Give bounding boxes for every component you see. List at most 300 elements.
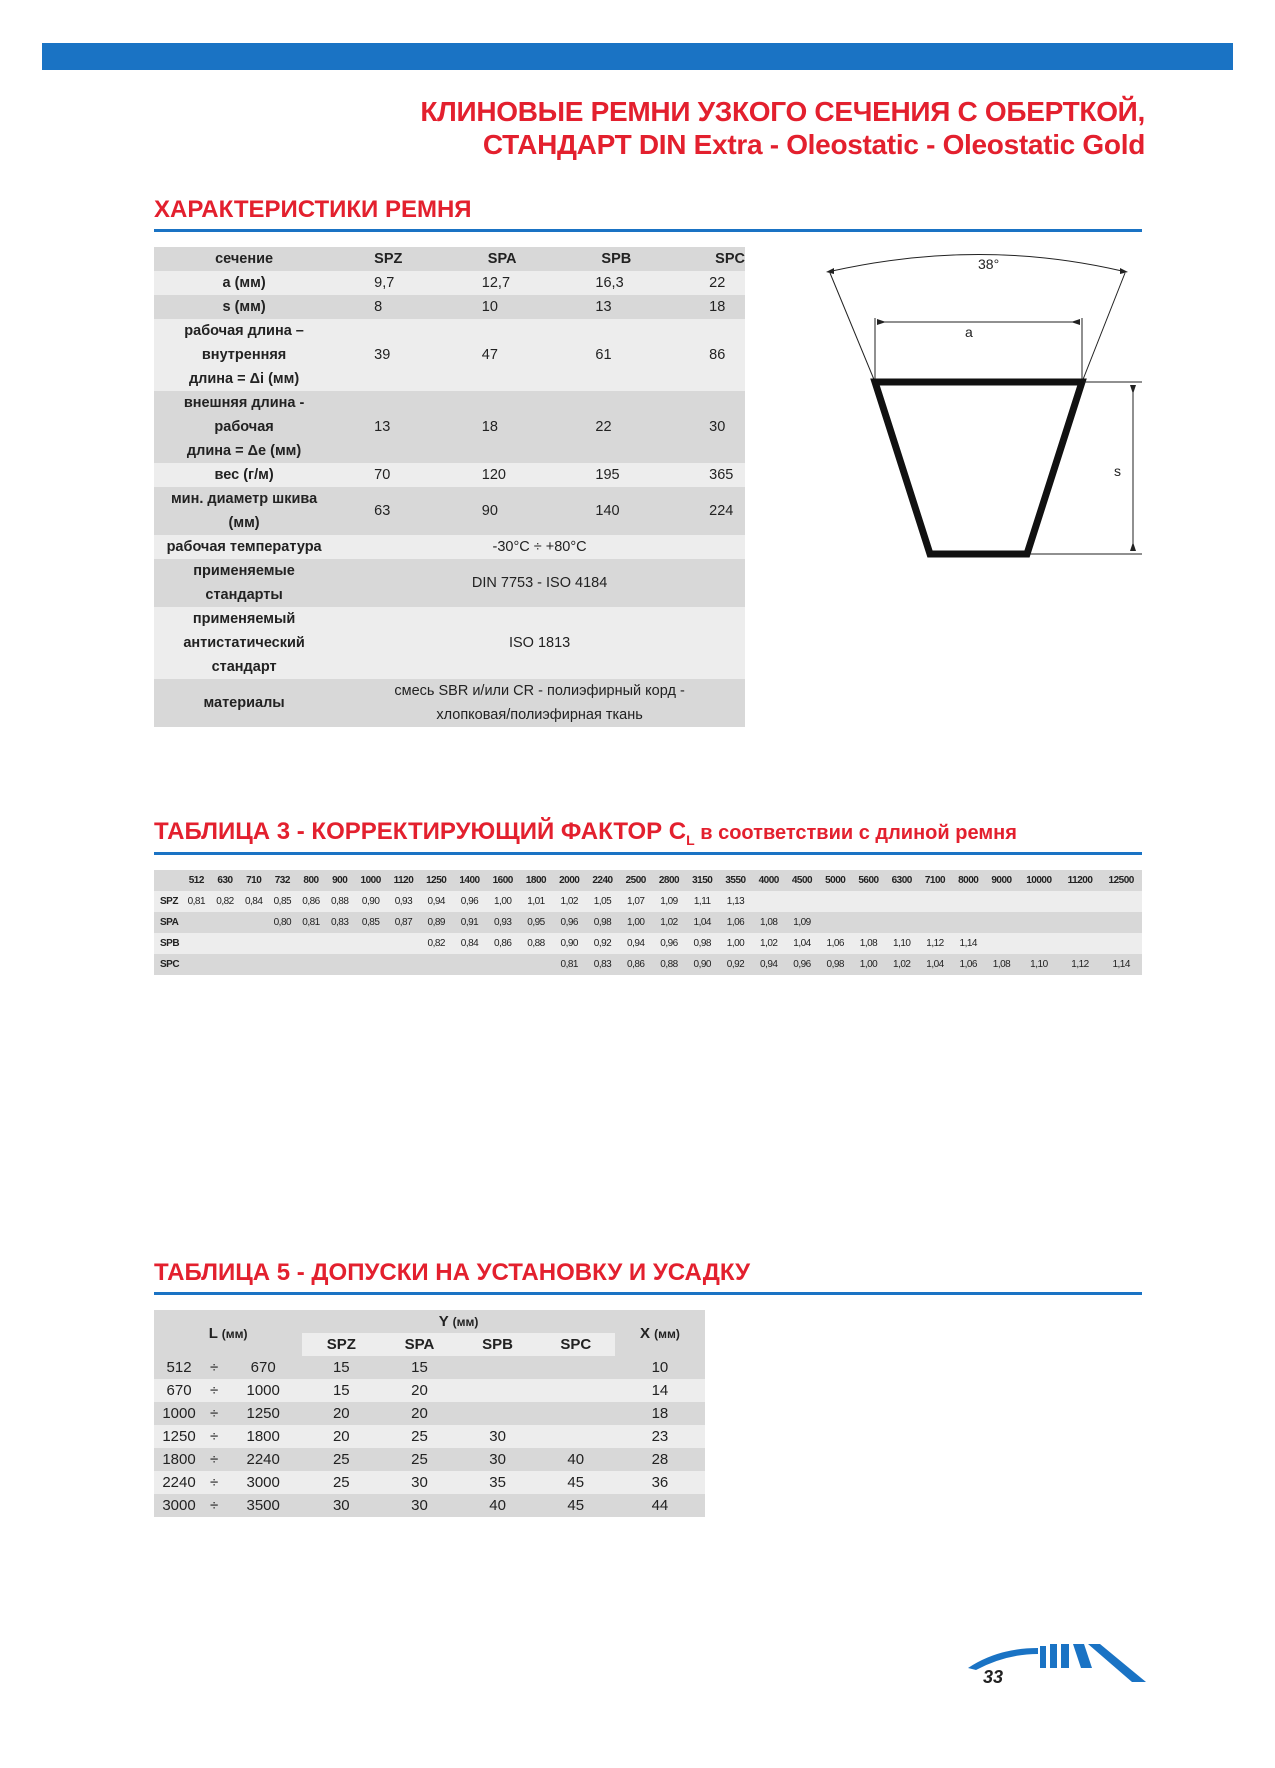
table-row xyxy=(154,295,745,319)
table-cell: 16,3 xyxy=(583,271,697,295)
dim-a-arrow-right xyxy=(1071,319,1080,325)
table-cell xyxy=(985,933,1018,954)
table-cell: s (мм) xyxy=(154,295,334,319)
row-label: SPC xyxy=(154,954,182,975)
label-line: длина = Δe (мм) xyxy=(186,443,302,459)
table-cell xyxy=(297,933,326,954)
table-cell: 30 xyxy=(459,1448,537,1471)
table-cell: 15 xyxy=(302,1356,380,1379)
table-cell: SPB xyxy=(583,247,697,271)
table-cell: ÷ xyxy=(204,1379,224,1402)
table-cell: 140 xyxy=(583,487,697,535)
table-header-row xyxy=(154,1310,705,1333)
table-cell: 0,87 xyxy=(387,912,419,933)
table-cell: 0,84 xyxy=(239,891,268,912)
page-title xyxy=(420,95,1145,161)
table-cell: 1000 xyxy=(224,1379,302,1402)
table-cell: 20 xyxy=(380,1379,458,1402)
table-row xyxy=(154,271,745,295)
angle-arc xyxy=(832,255,1122,272)
table-row xyxy=(154,912,1142,933)
table-cell: 0,85 xyxy=(268,891,297,912)
table-cell xyxy=(459,1356,537,1379)
table-cell: 0,94 xyxy=(420,891,453,912)
table-cell: 1,09 xyxy=(785,912,818,933)
table-cell: 1,01 xyxy=(519,891,552,912)
table-cell: 20 xyxy=(302,1425,380,1448)
table-cell xyxy=(334,679,745,727)
table5-rule xyxy=(154,1292,1142,1295)
materials-line: хлопковая/полиэфирная ткань xyxy=(436,707,643,723)
table-cell xyxy=(182,933,211,954)
table-cell: 2240 xyxy=(154,1471,204,1494)
table-cell: 13 xyxy=(334,391,470,463)
table-row xyxy=(154,891,1142,912)
table-cell: 0,94 xyxy=(619,933,652,954)
table-cell: 1,11 xyxy=(686,891,719,912)
table-cell: 1,13 xyxy=(719,891,752,912)
table-cell: 1,04 xyxy=(686,912,719,933)
table-cell xyxy=(1100,891,1142,912)
table-row xyxy=(154,1425,705,1448)
table-row xyxy=(154,1356,705,1379)
label-line: применяемые xyxy=(193,563,295,579)
table-cell: 1250 xyxy=(154,1425,204,1448)
length-header-cell: 6300 xyxy=(885,870,918,891)
label-line: внутренняя xyxy=(201,347,287,363)
table-cell: 0,86 xyxy=(297,891,326,912)
label-line: применяемый xyxy=(192,611,296,627)
length-header-cell: 1250 xyxy=(420,870,453,891)
header-X-label: X xyxy=(639,1324,650,1342)
table3-heading-main: ТАБЛИЦА 3 - КОРРЕКТИРУЮЩИЙ ФАКТОР C xyxy=(154,818,687,845)
table-cell: 1,00 xyxy=(619,912,652,933)
table-cell: 1,08 xyxy=(985,954,1018,975)
table-cell xyxy=(1018,891,1060,912)
label-line: стандарт xyxy=(211,659,277,675)
table-cell: 22 xyxy=(583,391,697,463)
table-cell xyxy=(154,559,334,607)
top-color-bar xyxy=(42,43,1233,70)
table-cell: 0,83 xyxy=(325,912,354,933)
table-cell: 0,85 xyxy=(354,912,387,933)
extension-line-right xyxy=(1082,273,1125,382)
table-cell: ÷ xyxy=(204,1448,224,1471)
table-cell: 15 xyxy=(380,1356,458,1379)
table-cell: 1,00 xyxy=(486,891,519,912)
length-header-cell: 732 xyxy=(268,870,297,891)
table-cell: 0,98 xyxy=(819,954,852,975)
table-cell: рабочая температура xyxy=(154,535,334,559)
angle-label: 38° xyxy=(978,256,1000,272)
table-row xyxy=(154,1448,705,1471)
row-label: SPZ xyxy=(154,891,182,912)
table-cell: 30 xyxy=(380,1494,458,1517)
table-cell xyxy=(918,912,951,933)
length-header-cell: 1000 xyxy=(354,870,387,891)
header-L-label: L xyxy=(208,1324,218,1342)
table-cell: 1,02 xyxy=(752,933,785,954)
table-cell xyxy=(519,954,552,975)
table-cell xyxy=(985,912,1018,933)
table-cell: 10 xyxy=(470,295,584,319)
table-cell: 1,02 xyxy=(553,891,586,912)
table-cell xyxy=(239,933,268,954)
table-cell: 36 xyxy=(615,1471,705,1494)
label-line: мин. диаметр шкива xyxy=(170,491,318,507)
table-cell xyxy=(354,933,387,954)
table-cell xyxy=(1060,891,1101,912)
correction-factor-table xyxy=(154,870,1142,975)
table-cell xyxy=(885,891,918,912)
header-SPZ: SPZ xyxy=(302,1333,380,1356)
table-cell: 0,90 xyxy=(553,933,586,954)
table-cell: 1,14 xyxy=(1100,954,1142,975)
header-X xyxy=(615,1310,705,1356)
table-cell xyxy=(354,954,387,975)
table-cell: 28 xyxy=(615,1448,705,1471)
table3-heading xyxy=(154,818,1017,848)
table-corner-cell xyxy=(154,870,182,891)
table-cell: 30 xyxy=(697,391,745,463)
label-line: (мм) xyxy=(228,515,260,531)
table-header-row xyxy=(154,870,1142,891)
table-cell xyxy=(182,954,211,975)
table-cell: 0,98 xyxy=(586,912,619,933)
table-cell: 0,80 xyxy=(268,912,297,933)
table-cell: 0,86 xyxy=(486,933,519,954)
table-cell: 1250 xyxy=(224,1402,302,1425)
length-header-cell: 2800 xyxy=(652,870,685,891)
header-L-unit: (мм) xyxy=(221,1326,248,1341)
table-row xyxy=(154,1471,705,1494)
length-header-cell: 900 xyxy=(325,870,354,891)
table-cell: 1,00 xyxy=(719,933,752,954)
table-cell: 0,82 xyxy=(420,933,453,954)
table-cell: 8 xyxy=(334,295,470,319)
table-cell: 3000 xyxy=(224,1471,302,1494)
table-cell: 63 xyxy=(334,487,470,535)
table-cell: 61 xyxy=(583,319,697,391)
length-header-cell: 8000 xyxy=(952,870,985,891)
materials-line: смесь SBR и/или CR - полиэфирный корд - xyxy=(394,683,685,699)
table-cell: 1,06 xyxy=(719,912,752,933)
table-cell: ÷ xyxy=(204,1494,224,1517)
table-row xyxy=(154,954,1142,975)
table-cell: 1,06 xyxy=(952,954,985,975)
table-cell: 18 xyxy=(697,295,745,319)
table-row xyxy=(154,1494,705,1517)
table-row xyxy=(154,319,745,391)
table-cell: 365 xyxy=(697,463,745,487)
table-cell xyxy=(459,1402,537,1425)
table-cell: 195 xyxy=(583,463,697,487)
label-line: рабочая длина – xyxy=(184,323,304,339)
table-cell: 15 xyxy=(302,1379,380,1402)
table-cell: 0,88 xyxy=(652,954,685,975)
table-cell: ISO 1813 xyxy=(334,607,745,679)
table-cell: 35 xyxy=(459,1471,537,1494)
belt-profile xyxy=(875,382,1082,554)
table-cell: 0,96 xyxy=(553,912,586,933)
table-cell: 1800 xyxy=(154,1448,204,1471)
table-cell xyxy=(486,954,519,975)
table-cell: 0,93 xyxy=(486,912,519,933)
table-cell: 0,93 xyxy=(387,891,419,912)
table-cell xyxy=(211,954,240,975)
table-cell: 0,90 xyxy=(354,891,387,912)
table-cell xyxy=(752,891,785,912)
table-cell xyxy=(537,1379,615,1402)
table-cell: материалы xyxy=(154,679,334,727)
length-header-cell: 630 xyxy=(211,870,240,891)
table-cell: 13 xyxy=(583,295,697,319)
length-header-cell: 5600 xyxy=(852,870,885,891)
table-cell xyxy=(387,933,419,954)
table-cell xyxy=(537,1425,615,1448)
table-cell: 25 xyxy=(302,1471,380,1494)
dim-s-arrow-bottom xyxy=(1130,542,1136,551)
table-cell: 2240 xyxy=(224,1448,302,1471)
length-header-cell: 800 xyxy=(297,870,326,891)
table-cell xyxy=(182,912,211,933)
header-X-unit: (мм) xyxy=(654,1326,680,1341)
table-cell: ÷ xyxy=(204,1402,224,1425)
page-number: 33 xyxy=(983,1667,1004,1687)
extension-line-left xyxy=(830,273,875,382)
table-cell xyxy=(819,912,852,933)
table-cell: 45 xyxy=(537,1471,615,1494)
dim-a-arrow-left xyxy=(877,319,886,325)
table-cell: 1,02 xyxy=(885,954,918,975)
table-cell xyxy=(852,912,885,933)
table-cell: 70 xyxy=(334,463,470,487)
table-cell: 3000 xyxy=(154,1494,204,1517)
header-SPB: SPB xyxy=(459,1333,537,1356)
table-cell: ÷ xyxy=(204,1425,224,1448)
dim-s-label: s xyxy=(1114,463,1121,479)
table-cell: 45 xyxy=(537,1494,615,1517)
table-cell: 0,88 xyxy=(325,891,354,912)
table-cell xyxy=(952,891,985,912)
table-cell: 1000 xyxy=(154,1402,204,1425)
table-cell: 47 xyxy=(470,319,584,391)
table-cell: 90 xyxy=(470,487,584,535)
table-cell: SPZ xyxy=(334,247,470,271)
length-header-cell: 11200 xyxy=(1060,870,1101,891)
table-cell: DIN 7753 - ISO 4184 xyxy=(334,559,745,607)
table-cell: 0,83 xyxy=(586,954,619,975)
length-header-cell: 2000 xyxy=(553,870,586,891)
table-cell: 44 xyxy=(615,1494,705,1517)
table-cell: 0,84 xyxy=(453,933,486,954)
table-cell xyxy=(420,954,453,975)
table-cell: 1,04 xyxy=(785,933,818,954)
table-cell xyxy=(154,607,334,679)
arc-arrow-right xyxy=(1120,268,1128,274)
table-cell: 40 xyxy=(537,1448,615,1471)
table-cell: 1,08 xyxy=(752,912,785,933)
table-cell: 1,00 xyxy=(852,954,885,975)
belt-cross-section-diagram xyxy=(820,248,1160,568)
table-cell: 30 xyxy=(380,1471,458,1494)
table-cell xyxy=(325,954,354,975)
table-cell: 670 xyxy=(154,1379,204,1402)
label-line: длина = Δi (мм) xyxy=(188,371,300,387)
header-Y-label: Y xyxy=(438,1313,449,1330)
table-cell xyxy=(154,391,334,463)
label-line: рабочая xyxy=(214,419,274,435)
table-cell: 18 xyxy=(615,1402,705,1425)
table-row xyxy=(154,463,745,487)
length-header-cell: 512 xyxy=(182,870,211,891)
table-cell: 9,7 xyxy=(334,271,470,295)
table-row xyxy=(154,679,745,727)
table-cell: 120 xyxy=(470,463,584,487)
table-cell: 0,88 xyxy=(519,933,552,954)
table-cell: вес (г/м) xyxy=(154,463,334,487)
table-cell: 0,81 xyxy=(297,912,326,933)
header-SPA: SPA xyxy=(380,1333,458,1356)
table-cell xyxy=(387,954,419,975)
table-cell: 1,02 xyxy=(652,912,685,933)
table-row xyxy=(154,391,745,463)
table-cell: 0,96 xyxy=(785,954,818,975)
table-cell: 40 xyxy=(459,1494,537,1517)
table-cell: 1,12 xyxy=(918,933,951,954)
length-header-cell: 710 xyxy=(239,870,268,891)
table-cell: 25 xyxy=(380,1448,458,1471)
table-cell xyxy=(1100,912,1142,933)
table-cell: 0,86 xyxy=(619,954,652,975)
table-cell: ÷ xyxy=(204,1471,224,1494)
header-SPC: SPC xyxy=(537,1333,615,1356)
table-row xyxy=(154,247,745,271)
table-cell: 18 xyxy=(470,391,584,463)
table-row xyxy=(154,535,745,559)
table-cell: 1,09 xyxy=(652,891,685,912)
page-title-line-2: СТАНДАРТ DIN Extra - Oleostatic - Oleostatic Gold xyxy=(482,129,1145,160)
table-cell: 1800 xyxy=(224,1425,302,1448)
table3-heading-tail: в соответствии с длиной ремня xyxy=(694,822,1017,844)
dim-s-arrow-top xyxy=(1130,385,1136,394)
length-header-cell: 3550 xyxy=(719,870,752,891)
length-header-cell: 9000 xyxy=(985,870,1018,891)
table-cell: 0,82 xyxy=(211,891,240,912)
table-cell xyxy=(819,891,852,912)
characteristics-heading: ХАРАКТЕРИСТИКИ РЕМНЯ xyxy=(154,196,472,223)
length-header-cell: 10000 xyxy=(1018,870,1060,891)
length-header-cell: 2500 xyxy=(619,870,652,891)
table-cell: 1,07 xyxy=(619,891,652,912)
table-cell: 14 xyxy=(615,1379,705,1402)
table-cell: 670 xyxy=(224,1356,302,1379)
table-row xyxy=(154,607,745,679)
table-cell xyxy=(239,912,268,933)
table-cell: 1,10 xyxy=(885,933,918,954)
table-cell: 1,04 xyxy=(918,954,951,975)
table-cell: 20 xyxy=(302,1402,380,1425)
table-cell: 3500 xyxy=(224,1494,302,1517)
table-cell xyxy=(297,954,326,975)
table-cell xyxy=(268,933,297,954)
table-cell xyxy=(211,912,240,933)
table-cell xyxy=(537,1356,615,1379)
table-cell: 0,91 xyxy=(453,912,486,933)
length-header-cell: 1800 xyxy=(519,870,552,891)
table-cell xyxy=(268,954,297,975)
table-cell: 0,95 xyxy=(519,912,552,933)
table-cell: 224 xyxy=(697,487,745,535)
table-cell: 0,92 xyxy=(586,933,619,954)
table-row xyxy=(154,1402,705,1425)
page-title-line-1: КЛИНОВЫЕ РЕМНИ УЗКОГО СЕЧЕНИЯ С ОБЕРТКОЙ, xyxy=(420,96,1145,127)
header-L xyxy=(154,1310,302,1356)
length-header-cell: 7100 xyxy=(918,870,951,891)
table-cell: 12,7 xyxy=(470,271,584,295)
table-cell: 0,96 xyxy=(652,933,685,954)
row-label: SPB xyxy=(154,933,182,954)
table-cell: 25 xyxy=(302,1448,380,1471)
length-header-cell: 2240 xyxy=(586,870,619,891)
length-header-cell: 3150 xyxy=(686,870,719,891)
tolerance-table xyxy=(154,1310,705,1517)
characteristics-rule xyxy=(154,229,1142,232)
table-cell xyxy=(885,912,918,933)
table-row xyxy=(154,559,745,607)
label-line: стандарты xyxy=(205,587,283,603)
table-cell: сечение xyxy=(154,247,334,271)
table-cell xyxy=(239,954,268,975)
table-cell xyxy=(537,1402,615,1425)
table-cell: 39 xyxy=(334,319,470,391)
table-cell: 30 xyxy=(459,1425,537,1448)
table-cell: 0,81 xyxy=(553,954,586,975)
length-header-cell: 1400 xyxy=(453,870,486,891)
length-header-cell: 1600 xyxy=(486,870,519,891)
table-cell xyxy=(1060,933,1101,954)
table-cell: SPC xyxy=(697,247,745,271)
length-header-cell: 4500 xyxy=(785,870,818,891)
table-cell: 23 xyxy=(615,1425,705,1448)
table-row xyxy=(154,1379,705,1402)
table-cell: 1,12 xyxy=(1060,954,1101,975)
table-cell: 1,10 xyxy=(1018,954,1060,975)
table-cell: 86 xyxy=(697,319,745,391)
table-cell xyxy=(325,933,354,954)
table-cell xyxy=(1018,912,1060,933)
table-cell xyxy=(459,1379,537,1402)
table-cell xyxy=(211,933,240,954)
length-header-cell: 5000 xyxy=(819,870,852,891)
table-cell xyxy=(785,891,818,912)
table-cell xyxy=(154,319,334,391)
table-cell: 0,92 xyxy=(719,954,752,975)
table-cell: 1,08 xyxy=(852,933,885,954)
table-cell: 10 xyxy=(615,1356,705,1379)
table-cell xyxy=(453,954,486,975)
table-cell: 0,94 xyxy=(752,954,785,975)
table-cell xyxy=(852,891,885,912)
row-label: SPA xyxy=(154,912,182,933)
table-cell: 0,89 xyxy=(420,912,453,933)
table-cell: a (мм) xyxy=(154,271,334,295)
label-line: внешняя длина - xyxy=(183,395,305,411)
table-cell xyxy=(1100,933,1142,954)
table-cell: 1,14 xyxy=(952,933,985,954)
table-cell: 25 xyxy=(380,1425,458,1448)
length-header-cell: 4000 xyxy=(752,870,785,891)
